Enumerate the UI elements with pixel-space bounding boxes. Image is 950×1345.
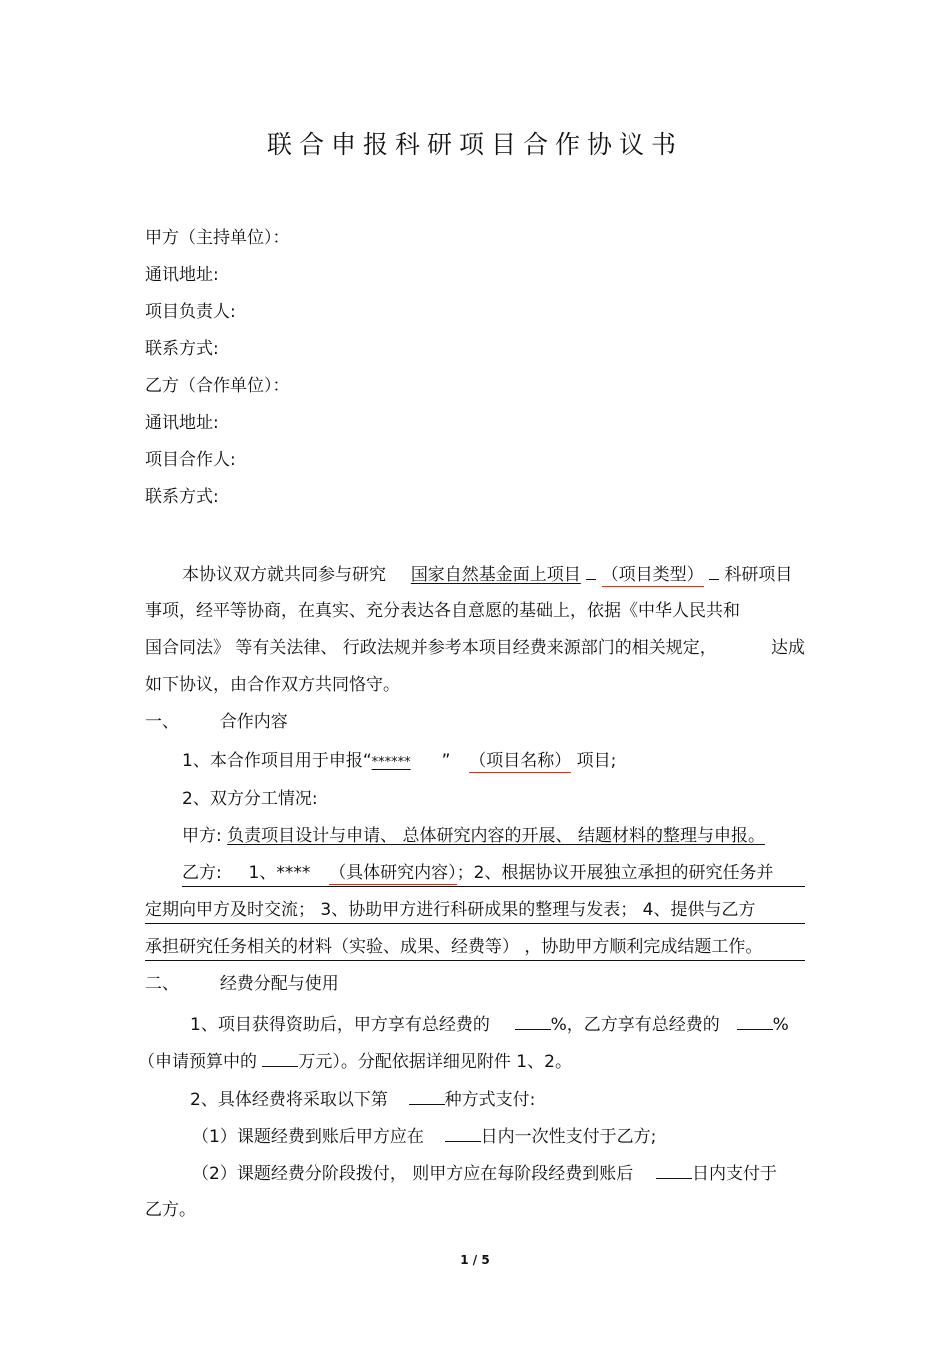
section-1-item-1 [182, 750, 616, 774]
project-name-stars: ****** [371, 755, 411, 770]
item-text: % [772, 1015, 789, 1035]
section-2-item-1 [190, 1013, 789, 1036]
section-2-item-2 [190, 1088, 535, 1111]
intro-line-4: 如下协议，由合作双方共同恪守。 [145, 675, 400, 695]
section-number: 二、 [145, 974, 179, 994]
item-text: 2、具体经费将采取以下第 [190, 1090, 388, 1110]
payment-option-2 [192, 1162, 777, 1185]
party-b-duties-line-3: 承担研究任务相关的材料（实验、成果、经费等） ，协助甲方顺利完成结题工作。 [145, 936, 805, 961]
item-text: （申请预算中的 [138, 1052, 257, 1072]
party-a-contact-label: 联系方式: [145, 339, 219, 359]
project-type-placeholder: （项目类型） [601, 565, 704, 585]
party-a-address-label: 通讯地址: [145, 265, 219, 285]
item-text: 1、项目获得资助后，甲方享有总经费的 [190, 1015, 490, 1035]
option-text: 日内支付于 [692, 1164, 778, 1184]
party-a-duty-text: 负责项目设计与申请、 总体研究内容的开展、 结题材料的整理与申报。 [227, 826, 765, 846]
days-blank-1[interactable] [445, 1125, 481, 1142]
project-type-name: 国家自然基金面上项目 [410, 565, 581, 585]
intro-line-1 [182, 563, 792, 586]
party-b-duty-text: ；2、根据协议开展独立承担的研究任务并 [456, 863, 774, 883]
item-text: 项目; [576, 751, 617, 771]
payment-method-blank[interactable] [409, 1088, 445, 1105]
section-title: 经费分配与使用 [219, 974, 339, 994]
party-a-percent-blank[interactable] [515, 1013, 551, 1030]
party-a-duties [182, 825, 765, 847]
option-text: （2）课题经费分阶段拨付， 则甲方应在每阶段经费到账后 [192, 1164, 634, 1184]
item-text: 万元）。分配依据详细见附件 1、2。 [298, 1052, 572, 1072]
item-text: 1、本合作项目用于申报“ [182, 751, 372, 771]
page-number: 1 / 5 [460, 1253, 490, 1267]
section-1-item-2: 2、双方分工情况: [182, 789, 318, 809]
duty-label: 甲方: [182, 826, 222, 846]
party-a-leader-label: 项目负责人: [145, 302, 236, 322]
project-name-placeholder: （项目名称） [469, 751, 572, 771]
section-number: 一、 [145, 712, 179, 732]
party-b-address-label: 通讯地址: [145, 413, 219, 433]
item-text: 种方式支付: [444, 1090, 536, 1110]
budget-amount-blank[interactable] [262, 1050, 298, 1067]
party-b-partner-label: 项目合作人: [145, 450, 236, 470]
research-content-placeholder: （具体研究内容） [329, 863, 457, 883]
research-content-stars: 1、**** [248, 863, 311, 883]
intro-line-2: 事项，经平等协商，在真实、充分表达各自意愿的基础上，依据《中华人民共和 [145, 601, 740, 621]
intro-text: 本协议双方就共同参与研究 [182, 565, 386, 585]
days-blank-2[interactable] [656, 1162, 692, 1179]
document-title: 联合申报科研项目合作协议书 [266, 130, 683, 159]
payment-option-2-cont: 乙方。 [145, 1200, 196, 1220]
party-b-contact-label: 联系方式: [145, 487, 219, 507]
intro-text: 科研项目 [724, 565, 793, 585]
section-title: 合作内容 [219, 712, 288, 732]
intro-line-3 [145, 637, 805, 659]
intro-text: 国合同法》 等有关法律、 行政法规并参考本项目经费来源部门的相关规定， [145, 638, 717, 658]
intro-text: 达成 [771, 638, 805, 658]
payment-option-1 [192, 1125, 656, 1148]
item-text: %，乙方享有总经费的 [550, 1015, 720, 1035]
duty-label: 乙方: [182, 863, 222, 883]
party-b-label: 乙方（合作单位）： [145, 376, 290, 396]
section-2-heading [145, 973, 339, 995]
section-1-heading [145, 711, 288, 733]
item-text: ” [441, 751, 451, 771]
party-b-duties [182, 862, 805, 887]
party-b-duties-line-2: 定期向甲方及时交流； 3、协助甲方进行科研成果的整理与发表； 4、提供与乙方 [145, 899, 805, 924]
option-text: 日内一次性支付于乙方; [480, 1127, 657, 1147]
section-2-item-1-cont [138, 1050, 572, 1073]
option-text: （1）课题经费到账后甲方应在 [192, 1127, 424, 1147]
party-b-percent-blank[interactable] [737, 1013, 773, 1030]
party-a-label: 甲方（主持单位）： [145, 228, 290, 248]
